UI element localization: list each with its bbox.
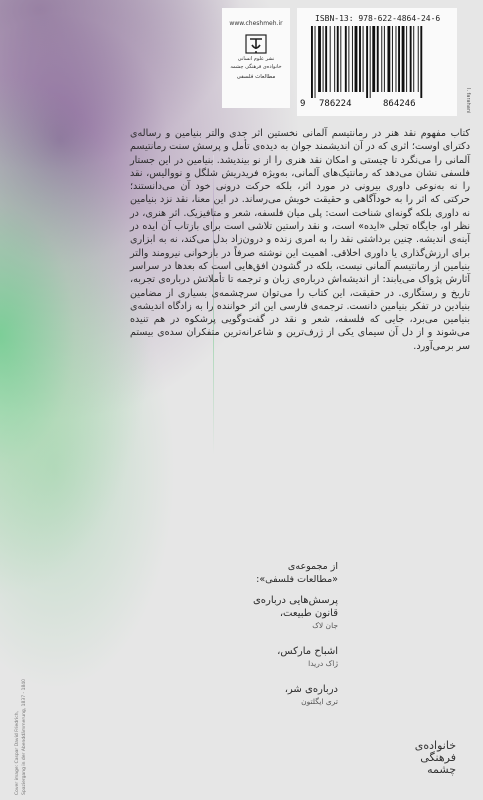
- barcode-bars: [309, 26, 445, 98]
- barcode-bar: [366, 26, 368, 98]
- barcode-bar: [334, 26, 335, 92]
- series-book-title: پرسش‌هایی درباره‌ی: [252, 595, 338, 606]
- isbn-label: ISBN-13: 978-622-4864-24-6: [315, 14, 441, 23]
- barcode-bar: [325, 26, 327, 92]
- publisher-line-2: خانواده‌ی فرهنگی چشمه: [230, 64, 282, 70]
- publisher-box: [222, 8, 290, 108]
- barcode-bar: [323, 26, 324, 92]
- barcode-bar: [418, 26, 419, 92]
- barcode-bar: [340, 26, 341, 92]
- barcode-bar: [370, 26, 371, 98]
- series-book-author: تری ایگلتون: [301, 697, 338, 706]
- series-book-author: جان لاک: [312, 621, 338, 630]
- series-intro-1: از مجموعه‌ی: [287, 561, 338, 572]
- barcode-bar: [315, 26, 316, 98]
- barcode-bar: [318, 26, 321, 92]
- barcode-bar: [396, 26, 397, 92]
- publisher-url: www.cheshmeh.ir: [229, 20, 283, 27]
- cheshmeh-family-logo: [388, 740, 456, 776]
- barcode-bar: [392, 26, 393, 92]
- barcode-bar: [311, 26, 313, 98]
- barcode-bar: [406, 26, 407, 92]
- barcode-bar: [337, 26, 339, 92]
- barcode-bar: [348, 26, 349, 92]
- logo-line-3: چشمه: [427, 763, 456, 776]
- series-book-author: ژاک دریدا: [308, 659, 338, 668]
- barcode-bar: [402, 26, 405, 92]
- series-book-title-cont: قانون طبیعت،: [279, 608, 338, 619]
- barcode-bar: [413, 26, 414, 92]
- cover-image-credit-line-1: Cover image: Caspar David Friedrich,: [15, 711, 20, 795]
- publisher-logo-icon: [244, 33, 268, 55]
- barcode-bar: [352, 26, 353, 92]
- barcode-first-digit: 9: [300, 99, 306, 109]
- cover-image-credit: [14, 679, 28, 795]
- barcode-bar: [363, 26, 364, 92]
- barcode-box: [297, 8, 457, 116]
- cover-image-credit-line-2: Spaziergang in der Abenddämmerung, 1837 - 1840: [22, 678, 27, 795]
- series-book-title: درباره‌ی شر،: [284, 684, 338, 695]
- barcode-bar: [359, 26, 361, 92]
- barcode-digits-left: 786224: [319, 99, 352, 109]
- logo-line-2: فرهنگی: [420, 751, 456, 764]
- publisher-line-1: نشر علوم انسانی: [237, 56, 275, 62]
- series-intro-2: «مطالعات فلسفی»:: [256, 574, 338, 585]
- barcode-bar: [420, 26, 422, 98]
- logo-line-1: خانواده‌ی: [414, 739, 456, 752]
- barcode-bar: [387, 26, 390, 92]
- series-book-title: اشباح مارکس،: [277, 646, 338, 657]
- barcode-bar: [355, 26, 358, 92]
- publisher-series-label: مطالعات فلسفی: [236, 74, 276, 80]
- barcode-bar: [384, 26, 385, 92]
- designer-credit: I. farahani: [465, 88, 471, 114]
- barcode-bar: [345, 26, 347, 92]
- barcode-bar: [381, 26, 382, 92]
- barcode-bar: [410, 26, 412, 92]
- barcode-bar: [398, 26, 400, 92]
- series-list: [198, 560, 338, 707]
- barcode-digits-right: 864246: [383, 99, 416, 109]
- barcode-bar: [330, 26, 331, 92]
- book-description: کتاب مفهوم نقد هنر در رمانتیسم آلمانی نخستین اثر جدی والتر بنیامین و رساله‌ی دکترای اوست؛ اثری که در آن اندیشمند جوان به دیده‌ی تأمل و پرسش سنت رمانتیسم آلمانی را می‌نگرد تا چیستی و امکان نقد هنری را از نو بیندیشد. بنیامین در این جستار فلسفی نشان می‌دهد که رمانتیک‌های آلمانی، به‌ویژه فریدریش شلگل و نووالیس، نقد را نه به‌نوعی داوری بیرونی در مورد اثر، بلکه حرکت درونی خود آن می‌دانستند؛ حرکتی که اثر را به خودآگاهی و حقیقت خویش می‌رساند. در این معنا، نقد نزد بنیامین نه داوری بلکه گونه‌ای شناخت است: پلی میان فلسفه، شعر و متافیزیک. اثر هنری، در نظر او، جایگاه تجلی «ایده» است، و نقد راستین تلاشی است برای بازتاب آن ایده در آینه‌ی اندیشه. چنین برداشتی نقد را به امری زنده و درون‌زاد بدل می‌کند، نه به ابزاری برای ارزش‌گذاری یا داوری اخلاقی. اهمیت این نوشته صرفاً در بازخوانی نیرومند والتر بنیامین از رمانتیسم آلمانی نیست، بلکه در گشودن افق‌هایی است که بعدها در سراسر آثارش پژواک می‌یابند: از اندیشه‌اش درباره‌ی زبان و ترجمه تا تأملاتش درباره‌ی تجربه، تاریخ و رستگاری. در حقیقت، این کتاب را می‌توان سرچشمه‌ی بسیاری از مضامین بنیادین در تفکر بنیامین دانست. ترجمه‌ی فارسی این اثر خواننده را به زادگاه اندیشه‌ی بنیامین می‌برد، جایی که فلسفه، شعر و نقد در گفت‌وگویی پرشکوه در هم تنیده می‌شوند و از دل آن سیمای یکی از ژرف‌ترین و شاعرانه‌ترین متفکران سده‌ی بیستم سر برمی‌آورد.: [130, 128, 470, 352]
- barcode-bar: [377, 26, 379, 92]
- barcode-bar: [372, 26, 375, 92]
